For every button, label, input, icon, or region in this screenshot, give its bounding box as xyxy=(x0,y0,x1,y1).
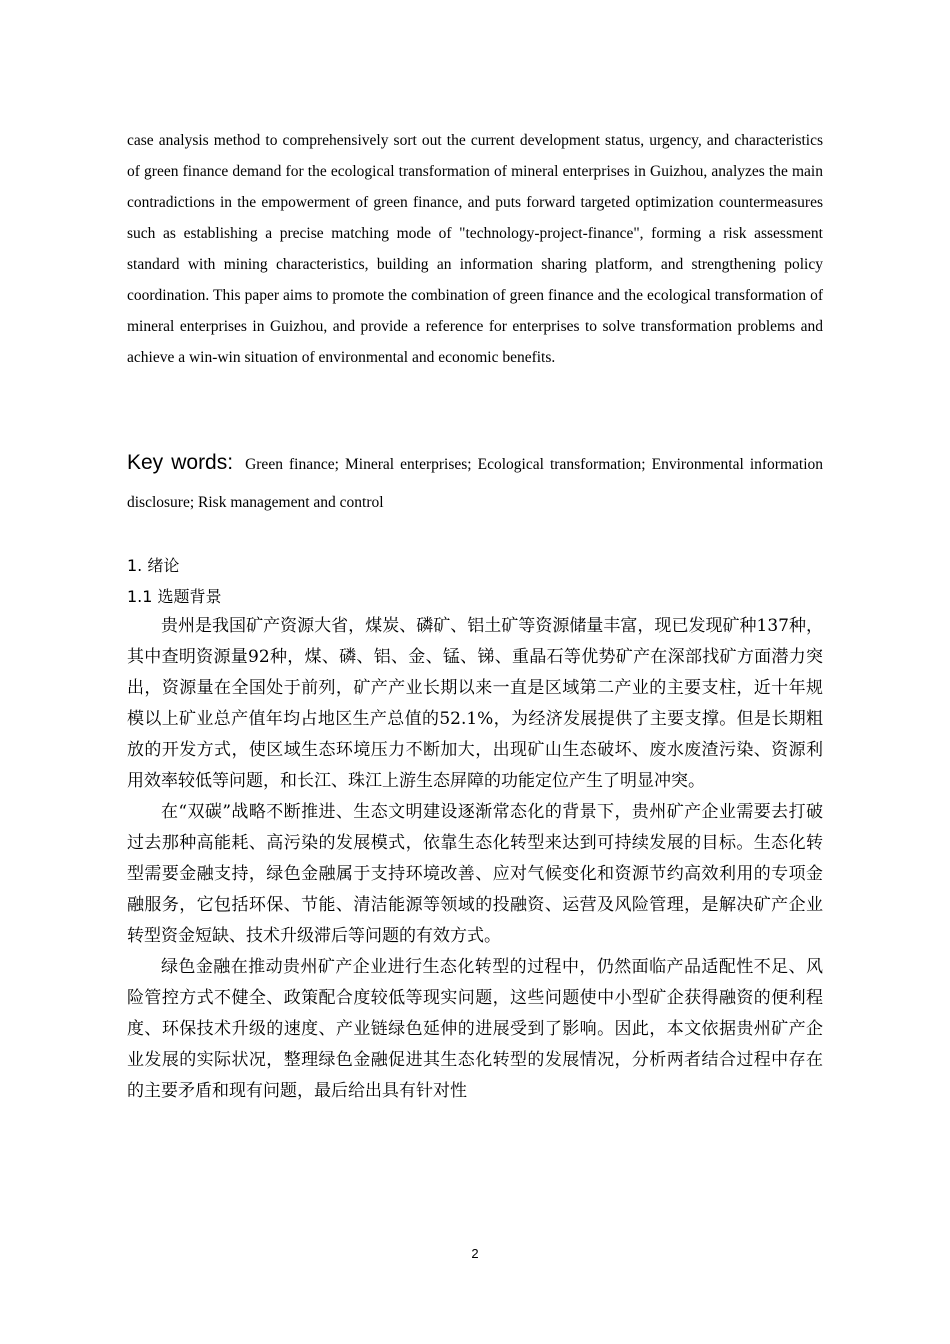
section-heading: 1. 绪论 xyxy=(127,556,180,575)
keywords-line xyxy=(127,444,823,522)
body-text xyxy=(127,611,823,1107)
page-number: 2 xyxy=(471,1246,479,1261)
keywords-label: Key words: xyxy=(127,451,234,474)
body-paragraph: 绿色金融在推动贵州矿产企业进行生态化转型的过程中，仍然面临产品适配性不足、风险管控方式不健全、政策配合度较低等现实问题，这些问题使中小型矿企获得融资的便利程度、环保技术升级的速度、产业链绿色延伸的进展受到了影响。因此，本文依据贵州矿产企业发展的实际状况，整理绿色金融促进其生态化转型的发展情况，分析两者结合过程中存在的主要矛盾和现有问题，最后给出具有针对性 xyxy=(127,957,823,1101)
subsection-heading: 1.1 选题背景 xyxy=(127,587,222,606)
body-paragraph: 贵州是我国矿产资源大省，煤炭、磷矿、铝土矿等资源储量丰富，现已发现矿种137种，其中查明资源量92种，煤、磷、铝、金、锰、锑、重晶石等优势矿产在深部找矿方面潜力突出，资源量在全国处于前列，矿产产业长期以来一直是区域第二产业的主要支柱，近十年规模以上矿业总产值年均占地区生产总值的52.1%，为经济发展提供了主要支撑。但是长期粗放的开发方式，使区域生态环境压力不断加大，出现矿山生态破坏、废水废渣污染、资源利用效率较低等问题，和长江、珠江上游生态屏障的功能定位产生了明显冲突。 xyxy=(127,616,823,791)
english-abstract-paragraph: case analysis method to comprehensively sort out the current development status, urgency, and characteristics of green finance demand for the ecological transformation of mineral enterprises in Guizhou, analyzes the main contradictions in the empowerment of green finance, and puts forward targeted optimization countermeasures such as establishing a precise matching mode of "technology-project-finance", forming a risk assessment standard with mining characteristics, building an information sharing platform, and strengthening policy coordination. This paper aims to promote the combination of green finance and the ecological transformation of mineral enterprises in Guizhou, and provide a reference for enterprises to solve transformation problems and achieve a win-win situation of environmental and economic benefits. xyxy=(127,132,823,366)
keywords-text: Green finance; Mineral enterprises; Ecological transformation; Environmental information disclosure; Risk management and control xyxy=(127,456,823,511)
body-paragraph: 在“双碳”战略不断推进、生态文明建设逐渐常态化的背景下，贵州矿产企业需要去打破过去那种高能耗、高污染的发展模式，依靠生态化转型来达到可持续发展的目标。生态化转型需要金融支持，绿色金融属于支持环境改善、应对气候变化和资源节约高效利用的专项金融服务，它包括环保、节能、清洁能源等领域的投融资、运营及风险管理，是解决矿产企业转型资金短缺、技术升级滞后等问题的有效方式。 xyxy=(127,802,823,946)
